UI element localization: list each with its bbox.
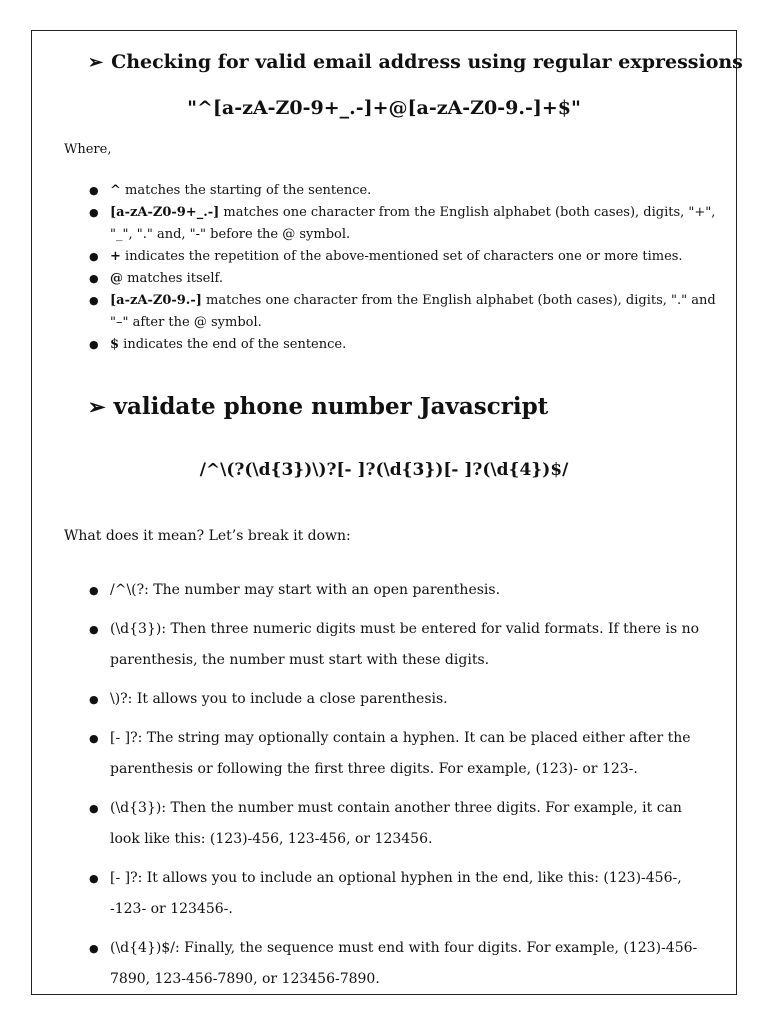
bullet-icon: ● — [89, 872, 99, 885]
list-item-text: matches the starting of the sentence. — [120, 183, 372, 198]
list-item — [89, 684, 710, 715]
phone-section-title: validate phone number Javascript — [113, 393, 549, 420]
arrow-bullet-icon: ➢ — [88, 394, 106, 419]
list-item — [89, 575, 710, 606]
bullet-icon: ● — [89, 250, 99, 263]
list-item — [89, 290, 720, 334]
list-item-text: /^\(?: The number may start with an open parenthesis. — [110, 582, 501, 598]
email-section-title: Checking for valid email address using regular expressions — [111, 51, 743, 73]
list-item — [89, 863, 710, 925]
list-item-text: (\d{4})$/: Finally, the sequence must end with four digits. For example, (123)-456-7890, 123-456-7890, or 123456-7890. — [110, 940, 698, 987]
phone-regex: /^\(?(\d{3})\)?[- ]?(\d{3})[- ]?(\d{4})$/ — [199, 460, 569, 480]
list-item — [89, 793, 710, 855]
bullet-icon: ● — [89, 206, 99, 219]
bullet-icon: ● — [89, 802, 99, 815]
breakdown-intro: What does it mean? Let’s break it down: — [64, 528, 351, 544]
list-item-text: indicates the repetition of the above-mentioned set of characters one or more times. — [120, 249, 683, 264]
list-item — [89, 268, 720, 290]
bullet-icon: ● — [89, 272, 99, 285]
arrow-bullet-icon: ➢ — [88, 52, 104, 73]
list-item-text: [- ]?: The string may optionally contain a hyphen. It can be placed either after the parenthesis or following the first three digits. For example, (123)- or 123-. — [110, 730, 691, 777]
bullet-icon: ● — [89, 693, 99, 706]
list-item-text: matches itself. — [123, 271, 223, 286]
list-item — [89, 334, 720, 356]
email-regex: "^[a-zA-Z0-9+_.-]+@[a-zA-Z0-9.-]+$" — [187, 97, 581, 119]
list-item-text: matches one character from the English alphabet (both cases), digits, "+", "_", "." and, "-" before the @ symbol. — [110, 205, 716, 242]
bullet-icon: ● — [89, 184, 99, 197]
bullet-icon: ● — [89, 584, 99, 597]
list-item — [89, 723, 710, 785]
list-item-text: (\d{3}): Then three numeric digits must be entered for valid formats. If there is no parenthesis, the number must start with these digits. — [110, 621, 700, 668]
list-item-code: $ — [110, 337, 120, 352]
where-label: Where, — [64, 142, 112, 157]
list-item-text: [- ]?: It allows you to include an optional hyphen in the end, like this: (123)-456-, -123- or 123456-. — [110, 870, 682, 917]
list-item — [89, 933, 710, 995]
list-item-text: (\d{3}): Then the number must contain another three digits. For example, it can look like this: (123)-456, 123-456, or 123456. — [110, 800, 682, 847]
list-item — [89, 246, 720, 268]
list-item-text: indicates the end of the sentence. — [119, 337, 347, 352]
phone-section-heading — [88, 393, 548, 420]
list-item — [89, 202, 720, 246]
bullet-icon: ● — [89, 732, 99, 745]
list-item-code: + — [110, 249, 121, 264]
bullet-icon: ● — [89, 623, 99, 636]
list-item-text: \)?: It allows you to include a close parenthesis. — [110, 691, 448, 707]
list-item — [89, 614, 710, 676]
list-item-code: [a-zA-Z0-9+_.-] — [110, 205, 220, 220]
list-item-code: [a-zA-Z0-9.-] — [110, 293, 202, 308]
bullet-icon: ● — [89, 338, 99, 351]
list-item-text: matches one character from the English alphabet (both cases), digits, "." and "–" after the @ symbol. — [110, 293, 716, 330]
bullet-icon: ● — [89, 942, 99, 955]
bullet-icon: ● — [89, 294, 99, 307]
list-item-code: ^ — [110, 183, 121, 198]
list-item-code: @ — [110, 271, 123, 286]
list-item — [89, 180, 720, 202]
email-section-heading — [88, 51, 743, 73]
